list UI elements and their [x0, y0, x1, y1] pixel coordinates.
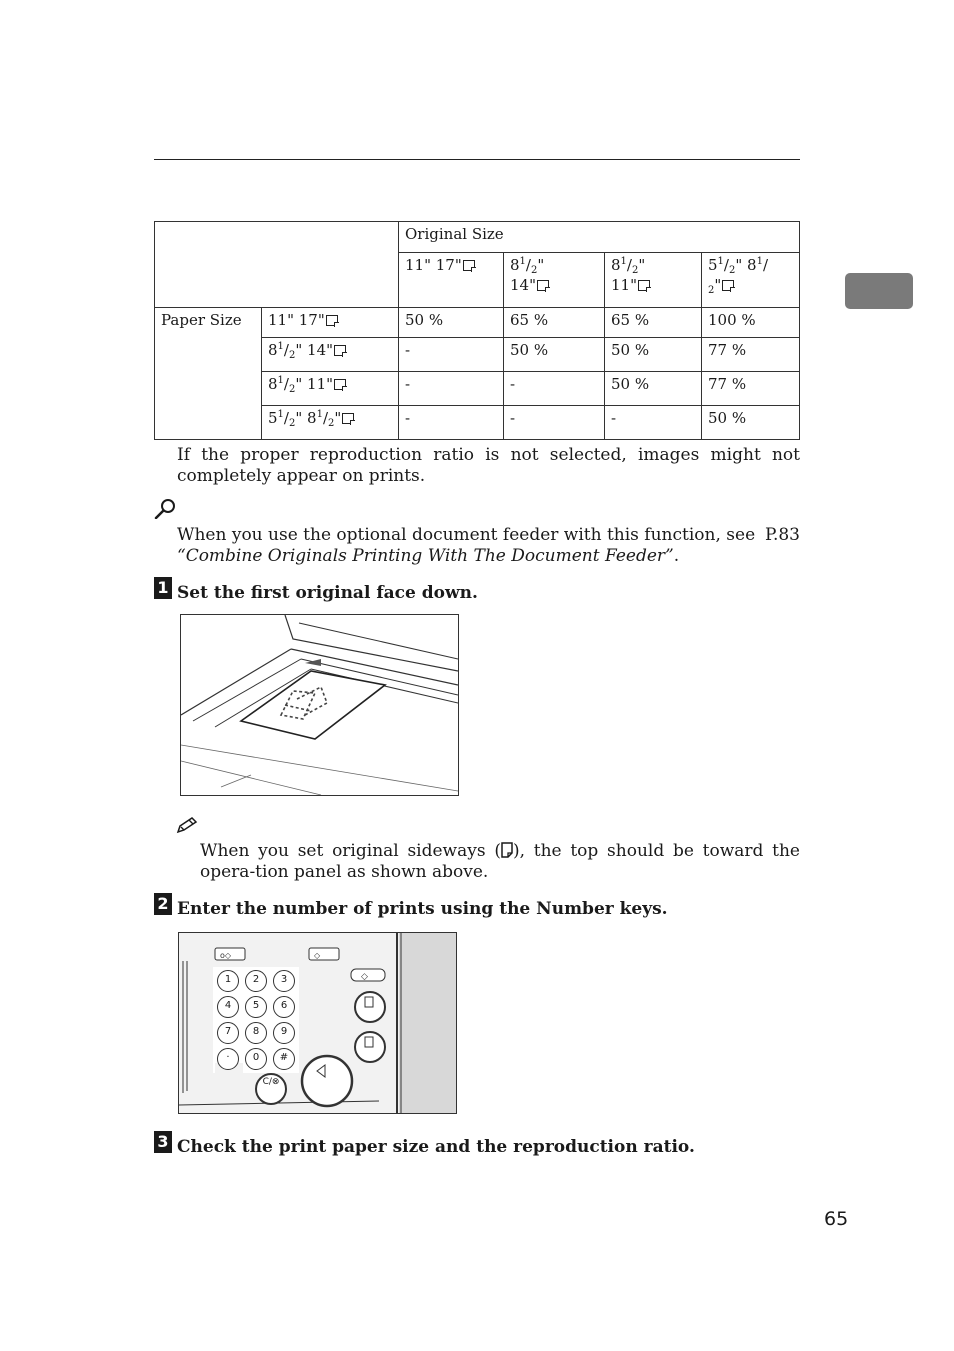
step-1-number: 1: [154, 577, 172, 599]
ratio-cell: 50 %: [605, 372, 702, 406]
col-header-2: $8^1/_2$" 14": [504, 253, 605, 308]
ratio-cell: 100 %: [702, 308, 800, 338]
note-text: When you set original sideways ( ), the top should be toward the opera-tion panel as shown above.: [200, 841, 800, 882]
pencil-note-icon: [176, 816, 198, 834]
ratio-cell: -: [399, 372, 504, 406]
ratio-cell: 77 %: [702, 338, 800, 372]
orientation-icon: [342, 413, 354, 424]
ratio-cell: 65 %: [504, 308, 605, 338]
col-header-4: $5^1/_2$" $8^1/$ $_2$": [702, 253, 800, 308]
reproduction-ratio-table: [154, 221, 800, 440]
key-dot[interactable]: ·: [217, 1048, 239, 1070]
magnifier-icon: [154, 497, 178, 519]
orientation-icon: [334, 379, 346, 390]
table-corner-cell: [155, 222, 399, 308]
reference-title[interactable]: “Combine Originals Printing With The Document Feeder”: [177, 546, 674, 566]
col-header-1: 11" 17": [399, 253, 504, 308]
chapter-tab: [845, 273, 913, 309]
page-number: 65: [824, 1208, 849, 1230]
exposure-glass-illustration: [180, 614, 459, 796]
orientation-icon: [722, 280, 734, 291]
ratio-cell: -: [399, 338, 504, 372]
ratio-cell: 50 %: [702, 406, 800, 440]
key-2[interactable]: 2: [245, 970, 267, 992]
header-rule: [154, 159, 800, 160]
paper-size-label: Paper Size: [155, 308, 262, 440]
sideways-original-icon: [501, 842, 513, 858]
number-keys: [217, 970, 301, 1070]
col-header-3: $8^1/_2$" 11": [605, 253, 702, 308]
row-size-cell: $8^1/_2$" 11": [262, 372, 399, 406]
orientation-icon: [537, 280, 549, 291]
ratio-cell: -: [399, 406, 504, 440]
ratio-cell: 50 %: [399, 308, 504, 338]
svg-text:◇: ◇: [361, 972, 368, 982]
key-4[interactable]: 4: [217, 996, 239, 1018]
orientation-icon: [334, 345, 346, 356]
svg-text:o◇: o◇: [220, 951, 232, 960]
ratio-cell: -: [605, 406, 702, 440]
key-8[interactable]: 8: [245, 1022, 267, 1044]
key-0[interactable]: 0: [245, 1048, 267, 1070]
orientation-icon: [463, 260, 475, 271]
svg-text:◇: ◇: [314, 951, 321, 960]
reference-text: When you use the optional document feeder with this function, see P.83 “Combine Originals Printing With The Document Feeder”.: [177, 525, 800, 566]
key-1[interactable]: 1: [217, 970, 239, 992]
operation-panel-illustration: [178, 932, 457, 1114]
key-5[interactable]: 5: [245, 996, 267, 1018]
key-3[interactable]: 3: [273, 970, 295, 992]
warning-text: If the proper reproduction ratio is not selected, images might not completely appear on prints.: [177, 445, 800, 486]
step-1-text: Set the first original face down.: [177, 583, 478, 603]
original-size-header: Original Size: [399, 222, 800, 253]
key-9[interactable]: 9: [273, 1022, 295, 1044]
ratio-cell: 77 %: [702, 372, 800, 406]
clear-stop-key[interactable]: C/⊗: [262, 1077, 280, 1087]
ratio-cell: 50 %: [605, 338, 702, 372]
orientation-icon: [326, 315, 338, 326]
ratio-cell: -: [504, 372, 605, 406]
copier-glass-drawing: [181, 615, 458, 795]
row-size-cell: $8^1/_2$" 14": [262, 338, 399, 372]
row-size-cell: 11" 17": [262, 308, 399, 338]
orientation-icon: [638, 280, 650, 291]
step-3-text: Check the print paper size and the reproduction ratio.: [177, 1137, 695, 1157]
table-row: [155, 308, 800, 338]
ratio-cell: 50 %: [504, 338, 605, 372]
key-6[interactable]: 6: [273, 996, 295, 1018]
ratio-cell: -: [504, 406, 605, 440]
key-7[interactable]: 7: [217, 1022, 239, 1044]
page-reference[interactable]: P.83: [764, 525, 800, 545]
step-2-text: Enter the number of prints using the Number keys.: [177, 899, 668, 919]
step-2-number: 2: [154, 893, 172, 915]
ratio-cell: 65 %: [605, 308, 702, 338]
key-hash[interactable]: #: [273, 1048, 295, 1070]
row-size-cell: $5^1/_2$" $8^1/_2$": [262, 406, 399, 440]
step-3-number: 3: [154, 1131, 172, 1153]
